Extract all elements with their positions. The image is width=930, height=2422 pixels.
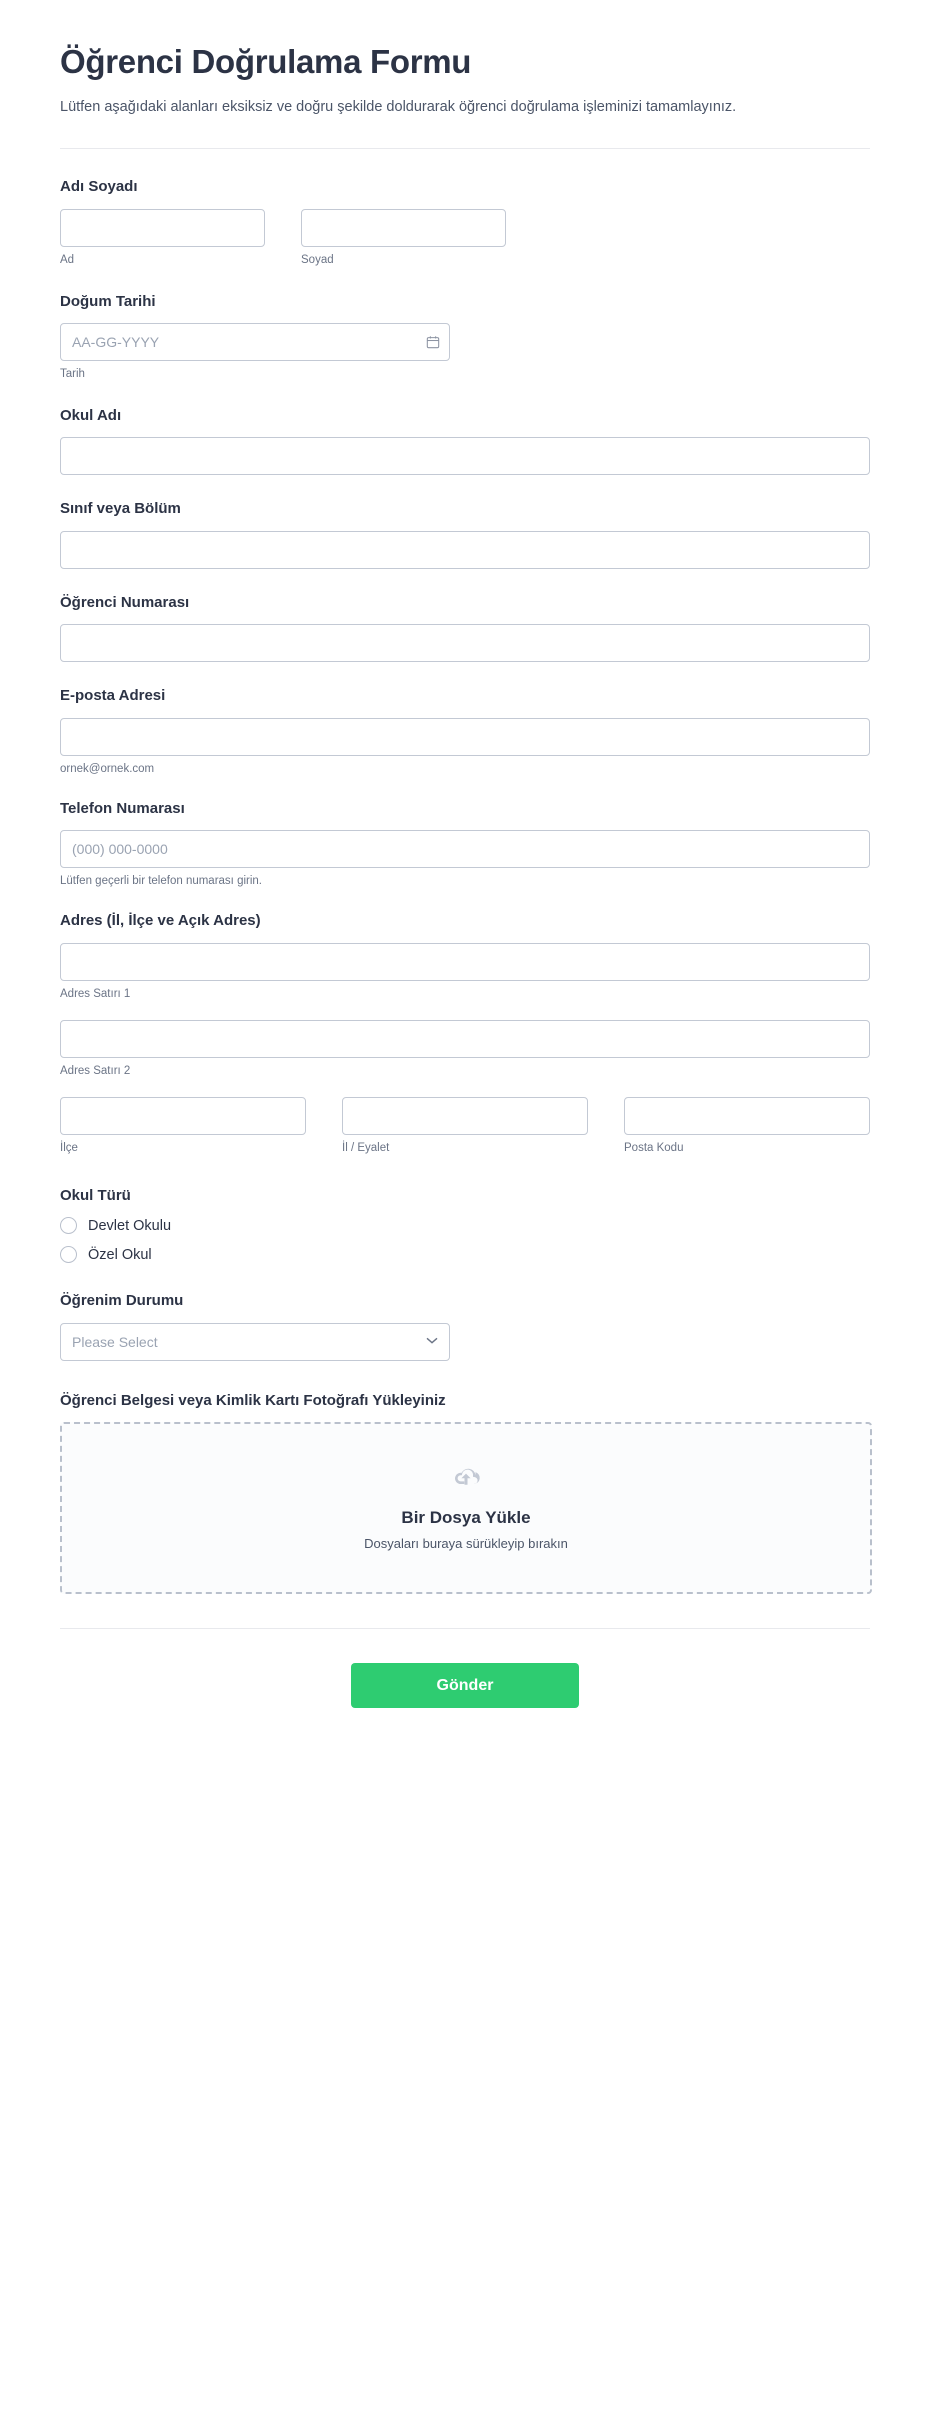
address-postal-group <box>624 1097 870 1156</box>
student-number-input[interactable] <box>60 624 870 662</box>
class-or-department-label: Sınıf veya Bölüm <box>60 500 181 518</box>
field-email <box>60 686 870 775</box>
email-input[interactable] <box>60 718 870 756</box>
phone-label: Telefon Numarası <box>60 799 185 817</box>
form-footer <box>60 1628 870 1748</box>
birth-date-input[interactable] <box>60 323 450 361</box>
education-status-select[interactable] <box>60 1323 450 1361</box>
address-state-group <box>342 1097 588 1156</box>
class-or-department-input[interactable] <box>60 531 870 569</box>
field-file-upload <box>60 1391 870 1595</box>
full-name-row <box>60 209 870 268</box>
phone-hint: Lütfen geçerli bir telefon numarası girin. <box>60 875 262 888</box>
field-school-type <box>60 1186 870 1264</box>
radio-icon[interactable] <box>60 1246 77 1263</box>
birth-date-sublabel: Tarih <box>60 368 85 380</box>
full-name-label: Adı Soyadı <box>60 178 138 196</box>
last-name-input[interactable] <box>301 209 506 247</box>
radio-icon[interactable] <box>60 1217 77 1234</box>
birth-date-wrap <box>60 323 450 361</box>
radio-option-label: Özel Okul <box>88 1246 152 1263</box>
field-education-status <box>60 1291 870 1361</box>
file-upload-label: Öğrenci Belgesi veya Kimlik Kartı Fotoğrafı Yükleyiniz <box>60 1391 446 1409</box>
submit-button[interactable]: Gönder <box>351 1663 579 1708</box>
first-name-sublabel: Ad <box>60 253 75 266</box>
last-name-group <box>301 209 506 268</box>
field-address <box>60 911 870 1155</box>
education-status-select-wrap[interactable] <box>60 1323 450 1361</box>
address-state-sublabel: İl / Eyalet <box>342 1141 390 1154</box>
radio-option-ozel-okul[interactable] <box>60 1246 870 1263</box>
address-line2-input[interactable] <box>60 1020 870 1058</box>
address-line1-input[interactable] <box>60 943 870 981</box>
upload-cloud-icon <box>449 1465 483 1496</box>
address-city-input[interactable] <box>60 1097 306 1135</box>
address-line1-sublabel: Adres Satırı 1 <box>60 987 131 1000</box>
birth-date-label: Doğum Tarihi <box>60 292 156 310</box>
school-name-input[interactable] <box>60 437 870 475</box>
last-name-sublabel: Soyad <box>301 253 334 266</box>
address-label: Adres (İl, İlçe ve Açık Adres) <box>60 912 261 930</box>
email-hint: ornek@ornek.com <box>60 762 155 775</box>
education-status-label: Öğrenim Durumu <box>60 1292 184 1310</box>
school-type-label: Okul Türü <box>60 1186 131 1204</box>
field-school-name <box>60 406 870 476</box>
first-name-group <box>60 209 265 268</box>
file-dropzone[interactable] <box>60 1422 872 1594</box>
form-fields <box>60 149 870 1594</box>
field-class-or-department <box>60 499 870 569</box>
school-name-label: Okul Adı <box>60 406 122 424</box>
radio-option-label: Devlet Okulu <box>88 1217 172 1234</box>
field-phone <box>60 799 870 888</box>
page-title: Öğrenci Doğrulama Formu <box>60 43 472 80</box>
radio-option-devlet-okulu[interactable] <box>60 1217 870 1234</box>
address-city-group <box>60 1097 306 1156</box>
field-student-number <box>60 593 870 663</box>
address-city-sublabel: İlçe <box>60 1141 78 1154</box>
address-triple-row <box>60 1097 870 1156</box>
page-subtitle: Lütfen aşağıdaki alanları eksiksiz ve doğru şekilde doldurarak öğrenci doğrulama işleminizi tamamlayınız. <box>60 98 737 115</box>
first-name-input[interactable] <box>60 209 265 247</box>
address-line2-sublabel: Adres Satırı 2 <box>60 1064 131 1077</box>
email-label: E-posta Adresi <box>60 687 166 705</box>
address-state-input[interactable] <box>342 1097 588 1135</box>
field-full-name <box>60 177 870 267</box>
address-postal-sublabel: Posta Kodu <box>624 1141 684 1154</box>
student-number-label: Öğrenci Numarası <box>60 593 190 611</box>
field-birth-date <box>60 292 870 382</box>
address-postal-input[interactable] <box>624 1097 870 1135</box>
form-header <box>60 0 870 149</box>
file-upload-title: Bir Dosya Yükle <box>401 1508 531 1528</box>
phone-input[interactable] <box>60 830 870 868</box>
file-upload-subtitle: Dosyaları buraya sürükleyip bırakın <box>364 1536 568 1552</box>
